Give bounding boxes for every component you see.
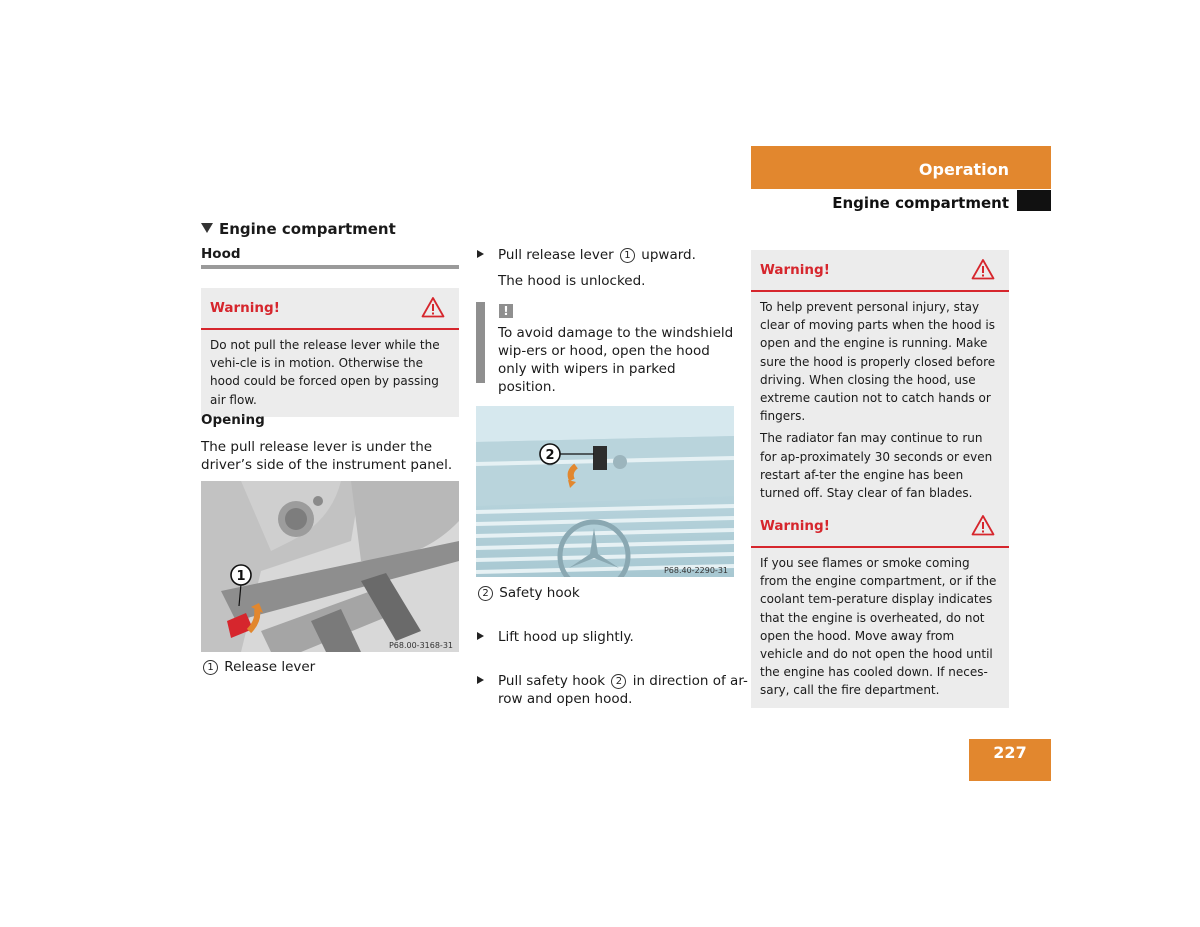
step-text: upward. xyxy=(641,247,696,263)
opening-text: The pull release lever is under the driver’s side of the instrument panel. xyxy=(201,439,453,473)
release-lever-illustration xyxy=(201,481,459,652)
opening-heading: Opening xyxy=(201,412,265,428)
header-marker xyxy=(1017,190,1051,211)
callout-number: 1 xyxy=(620,248,635,263)
page-heading xyxy=(201,220,396,238)
callout-number: 1 xyxy=(203,660,218,675)
step-pull-safety-hook xyxy=(476,672,750,708)
heading-rule xyxy=(201,265,459,269)
page-number-box xyxy=(969,739,1051,781)
svg-text:2: 2 xyxy=(545,448,555,463)
page-number: 227 xyxy=(993,743,1027,762)
caption-release-lever xyxy=(201,658,315,676)
section-title: Operation xyxy=(918,160,1009,179)
svg-text:1: 1 xyxy=(236,569,246,584)
hood-heading: Hood xyxy=(201,246,241,262)
warning-triangle-icon xyxy=(971,258,995,280)
warning-triangle-icon xyxy=(421,296,445,318)
step-text: Pull release lever xyxy=(498,247,614,263)
callout-number: 2 xyxy=(478,586,493,601)
warning-label: Warning! xyxy=(760,262,830,278)
page-heading-text: Engine compartment xyxy=(219,220,396,238)
warning-text-fan: The radiator fan may continue to run for ap-proximately 30 seconds or even restart af-ter the engine has been turned off. Stay clear of fan blades. xyxy=(760,431,993,501)
note-box xyxy=(476,302,734,395)
note-text: To avoid damage to the windshield wip-ers or hood, open the hood only with wipers in parked position. xyxy=(498,325,734,395)
step-text: Pull safety hook xyxy=(498,673,606,689)
result-text: The hood is unlocked. xyxy=(498,273,646,289)
warning-header xyxy=(751,250,1009,292)
warning-box-release-lever xyxy=(201,288,459,417)
triangle-down-icon xyxy=(201,223,213,233)
svg-text:P68.40-2290-31: P68.40-2290-31 xyxy=(663,566,728,575)
step-pull-release-lever xyxy=(476,246,756,264)
step-lift-hood: Lift hood up slightly. xyxy=(476,628,756,646)
note-bar xyxy=(476,302,485,383)
caption-text: Safety hook xyxy=(499,585,580,601)
warning-box-moving-parts xyxy=(751,250,1009,510)
subsection-title: Engine compartment xyxy=(832,194,1009,212)
warning-triangle-icon xyxy=(971,514,995,536)
exclamation-icon: ! xyxy=(499,304,513,318)
warning-box-fire xyxy=(751,506,1009,708)
warning-label: Warning! xyxy=(760,518,830,534)
svg-text:P68.00-3168-31: P68.00-3168-31 xyxy=(388,641,453,650)
warning-header xyxy=(751,506,1009,548)
step-text: in direction of ar-row and open hood. xyxy=(498,673,748,707)
caption-text: Release lever xyxy=(224,659,316,675)
callout-number: 2 xyxy=(611,674,626,689)
warning-label: Warning! xyxy=(210,300,280,316)
warning-text: To help prevent personal injury, stay clear of moving parts when the hood is open and the engine is running. Make sure the hood is properly closed before driving. When closing the hood, use extreme caution not to catch hands or fingers. xyxy=(760,300,996,424)
warning-header xyxy=(201,288,459,330)
caption-safety-hook xyxy=(476,584,580,602)
warning-text: Do not pull the release lever while the vehi-cle is in motion. Otherwise the hood could be forced open by passing air flow. xyxy=(210,338,440,407)
warning-text: If you see flames or smoke coming from the engine compartment, or if the coolant tem-perature display indicates that the engine is overheated, do not open the hood. Move away from vehicle and do not open the hood until the engine has cooled down. If neces-sary, call the fire department. xyxy=(760,556,997,698)
safety-hook-illustration xyxy=(476,406,734,577)
